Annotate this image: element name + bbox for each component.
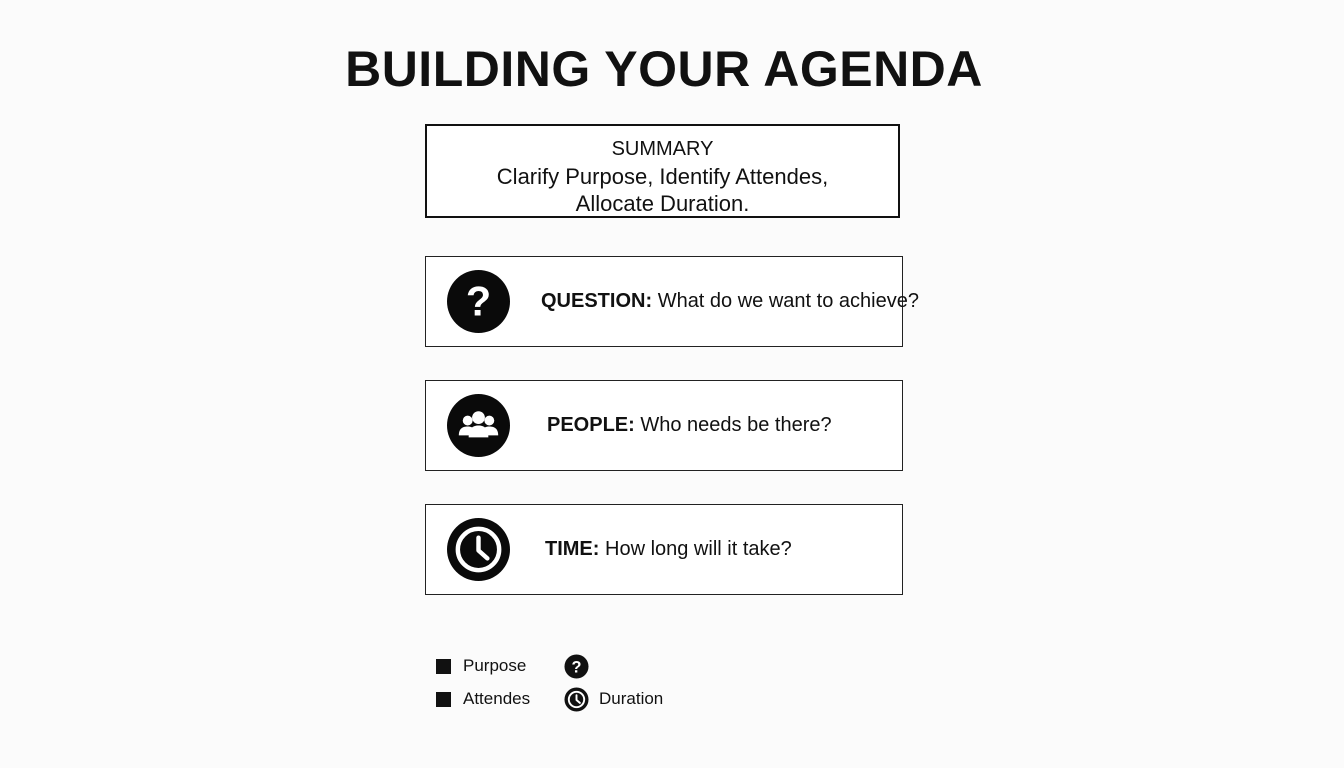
page-title: BUILDING YOUR AGENDA	[345, 41, 983, 97]
question-icon	[447, 270, 510, 333]
time-card-key: TIME:	[545, 538, 600, 560]
people-card-text	[547, 381, 832, 469]
time-card-text	[545, 505, 792, 593]
clock-icon	[447, 518, 510, 581]
people-card	[425, 380, 903, 471]
question-card	[425, 256, 919, 347]
legend-label-attendes: Attendes	[463, 689, 531, 708]
summary-box	[425, 124, 900, 218]
time-card	[425, 504, 903, 595]
legend-label-duration: Duration	[599, 689, 664, 708]
legend-marker-purpose	[436, 659, 451, 674]
svg-text:?: ?	[571, 658, 582, 677]
question-card-value: What do we want to achieve?	[657, 290, 919, 312]
time-card-value: How long will it take?	[605, 538, 792, 560]
question-card-text	[541, 257, 919, 345]
legend-question-icon	[564, 654, 589, 679]
legend-label-purpose: Purpose	[463, 656, 527, 675]
summary-text: Clarify Purpose, Identify Attendes, Allocate Duration.	[496, 164, 829, 216]
people-icon	[447, 394, 510, 457]
svg-text:?: ?	[465, 278, 492, 325]
people-card-value: Who needs be there?	[640, 414, 832, 436]
legend-clock-icon	[564, 687, 589, 712]
people-card-key: PEOPLE:	[547, 414, 635, 436]
summary-label: SUMMARY	[611, 138, 714, 160]
legend-marker-attendes	[436, 692, 451, 707]
question-card-key: QUESTION:	[541, 290, 653, 312]
